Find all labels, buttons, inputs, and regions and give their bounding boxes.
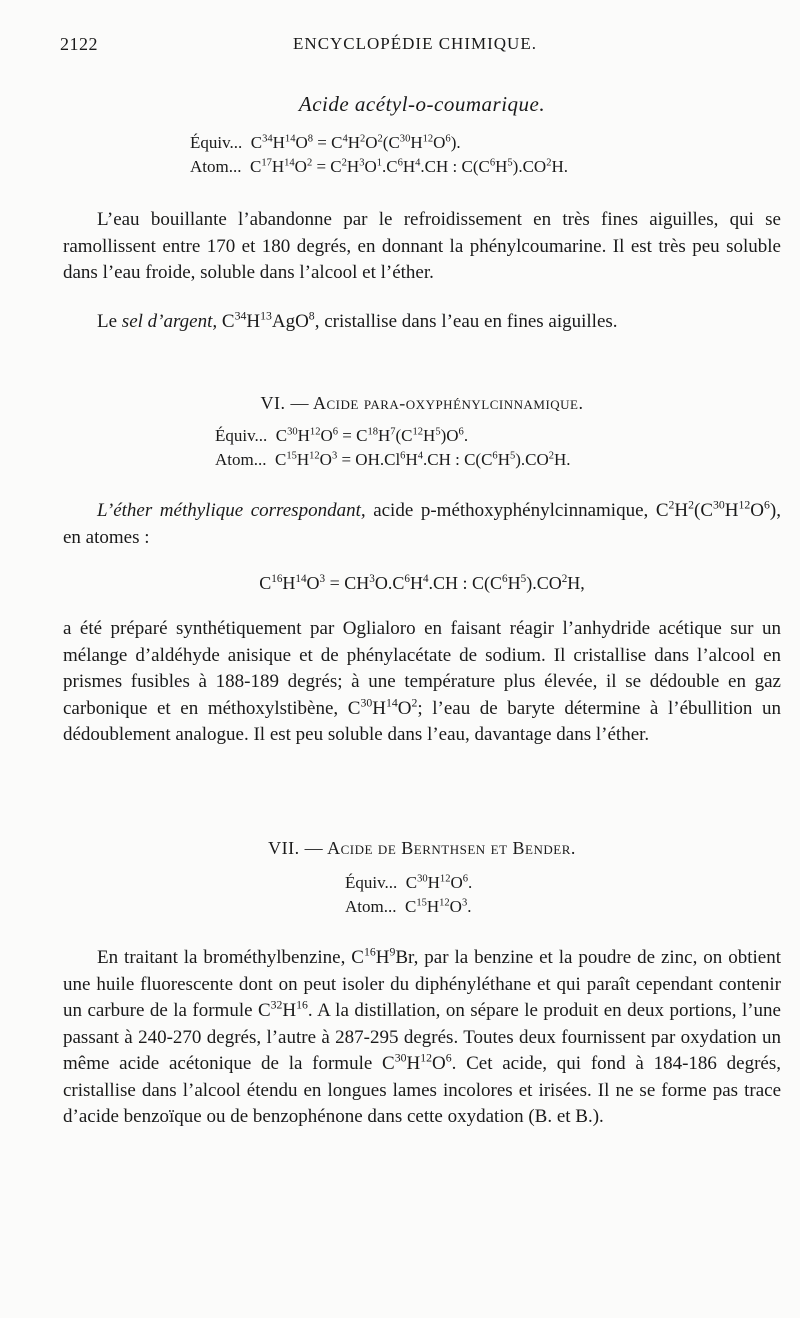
text-tail: ; l’eau de baryte détermine à l’ébullition un dédoublement analogue. Il est peu soluble dans l’eau, davantage dans l’éther. bbox=[63, 697, 781, 745]
section-title-text: VII. — Acide de Bernthsen et Bender. bbox=[268, 838, 576, 858]
paragraph-silver-salt: Le sel d’argent, $C^{34}H^{13}AgO^8$, cristallise dans l’eau en fines aiguilles. bbox=[97, 309, 618, 332]
formula-block bbox=[63, 424, 781, 472]
equiv-label: Équiv... bbox=[345, 873, 398, 892]
equiv-formula: Équiv... $C^{34}H^{14}O^8 = C^4H^2O^2(C^{30}H^{12}O^6)$. bbox=[190, 131, 781, 155]
section-acetyl-coumarique bbox=[63, 92, 781, 335]
text-b: , par la benzine et la poudre de zinc, on obtient une huile fluorescente dont on peut isoler du diphényléthane et qui paraît cependant contenir un carbure de la formule bbox=[63, 947, 781, 1021]
formula-block bbox=[63, 131, 781, 179]
section-title-text: VI. — Acide para-oxyphénylcinnamique. bbox=[260, 393, 584, 413]
atom-label: Atom... bbox=[190, 157, 242, 176]
paragraph: L’eau bouillante l’abandonne par le refroidissement en très fines aiguilles, qui se ramollissent entre 170 et 180 degrés, en donnant la phénylcoumarine. Il est très peu soluble dans l’eau froide, soluble dans l’alcool et l’éther. bbox=[63, 209, 781, 283]
atom-label: Atom... bbox=[345, 897, 397, 916]
term-ether-methylique: L’éther méthylique correspondant, bbox=[97, 500, 366, 521]
equiv-label: Équiv... bbox=[190, 133, 243, 152]
text-a: En traitant la brométhylbenzine, bbox=[97, 947, 346, 968]
atom-label: Atom... bbox=[215, 450, 267, 469]
atom-formula: Atom... $C^{17}H^{14}O^2 = C^2H^3O^1.C^6H^4.CH$ : $C(C^6H^5).CO^2H$. bbox=[190, 155, 781, 179]
atom-formula: Atom... $C^{15}H^{12}O^3 = OH.Cl^6H^4.CH$ : $C(C^6H^5).CO^2H$. bbox=[215, 448, 781, 472]
term-sel-argent: sel d’argent, bbox=[121, 310, 218, 332]
paragraph-synthesis: a été préparé synthétiquement par Oglialoro en faisant réagir l’anhydride acétique sur un mélange d’aldéhyde anisique et de phénylacétate de sodium. Il cristallise dans l’alcool en prismes fusibles à 188-189 degrés; à une température plus élevée, il se dédouble en gaz carbonique et en méthoxylstibène, $C^{30}H^{14}O^2$; l’eau de baryte détermine à l’ébullition un dédoublement analogue. Il est peu soluble dans l’eau, davantage dans l’éther. bbox=[63, 618, 781, 745]
text-tail: cristallise dans l’eau en fines aiguilles. bbox=[324, 310, 618, 332]
page-number: 2122 bbox=[60, 34, 98, 54]
text-atomes: , en atomes : bbox=[63, 500, 781, 548]
text-tail: acide p-méthoxyphénylcinnamique, bbox=[373, 500, 649, 521]
section-title-vii bbox=[63, 838, 781, 859]
equiv-formula: Équiv... $C^{30}H^{12}O^6 = C^{18}H^7(C^{12}H^5)O^6$. bbox=[215, 424, 781, 448]
text-lead: Le bbox=[97, 310, 118, 332]
equiv-formula: Équiv... $C^{30}H^{12}O^6$. bbox=[345, 871, 781, 895]
text-d: . Cet acide, qui fond à 184-186 degrés, cristallise dans l’alcool étendu en longues lames incolores et irisées. Il ne se forme pas trace d’acide benzoïque ou de benzophénone dans cette oxydation (B. et B.). bbox=[63, 1053, 781, 1127]
section-vi bbox=[63, 393, 781, 749]
paragraph-bromethyl: En traitant la brométhylbenzine, $C^{16}H^9Br$, par la benzine et la poudre de zinc, on obtient une huile fluorescente dont on peut isoler du diphényléthane et qui paraît cependant contenir un carbure de la formule $C^{32}H^{16}$. A la distillation, on sépare le produit en deux portions, l’une passant à 240-270 degrés, l’autre à 287-295 degrés. Toutes deux fournissent par oxydation un même acide acétonique de la formule $C^{30}H^{12}O^6$. Cet acide, qui fond à 184-186 degrés, cristallise dans l’alcool étendu en longues lames incolores et irisées. Il ne se forme pas trace d’acide benzoïque ou de benzophénone dans cette oxydation (B. et B.). bbox=[63, 945, 781, 1127]
section-title-vi bbox=[63, 393, 781, 414]
text-c: . A la distillation, on sépare le produit en deux portions, l’une passant à 240-270 degrés, l’autre à 287-295 degrés. Toutes deux fournissent par oxydation un même acide acétonique de la formule bbox=[63, 1000, 781, 1074]
section-title: Acide acétyl-o-coumarique. bbox=[298, 92, 546, 116]
atom-formula: Atom... $C^{15}H^{12}O^3$. bbox=[345, 895, 781, 919]
text-body: a été préparé synthétiquement par Oglialoro en faisant réagir l’anhydride acétique sur un mélange d’aldéhyde anisique et de phénylacétate de sodium. Il cristallise dans l’alcool en prismes fusibles à 188-189 degrés; à une température plus élevée, il se dédouble en gaz carbonique et en méthoxylstibène, bbox=[63, 618, 781, 719]
formula-block bbox=[63, 871, 781, 919]
page-header bbox=[60, 34, 770, 58]
equiv-label: Équiv... bbox=[215, 426, 268, 445]
formula-atoms: $C^{16}H^{14}O^3 = CH^3O.C^6H^4.CH$ : $C(C^6H^5).CO^2H$, bbox=[259, 573, 585, 593]
paragraph-methyl-ether: L’éther méthylique correspondant, acide p-méthoxyphénylcinnamique, $C^2H^2(C^{30}H^{12}O^6)$, en atomes : bbox=[63, 498, 781, 548]
running-title: ENCYCLOPÉDIE CHIMIQUE. bbox=[293, 34, 537, 53]
section-vii bbox=[63, 838, 781, 1131]
